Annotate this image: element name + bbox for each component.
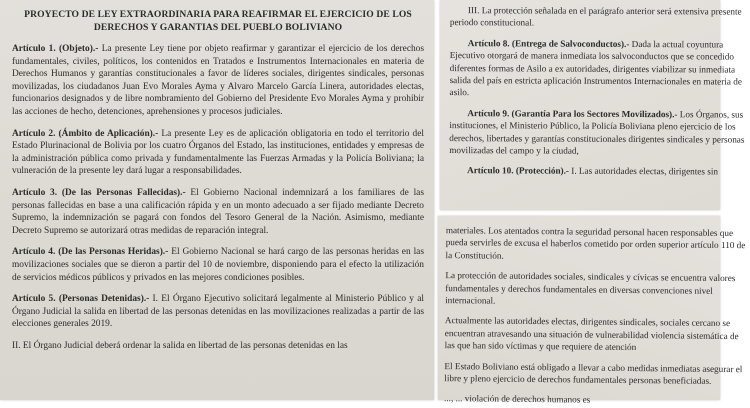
article-5-body: I. El Órgano Ejecutivo solicitará legalmente al Ministerio Público y al Órgano Judicial la salida en libertad de las personas detenidas en las movilizaciones realizadas a partir de las elecciones generales 2019. [12, 294, 424, 330]
article-10-body: I. Las autoridades electas, dirigentes sin [571, 166, 719, 177]
motive-paragraph-1: materiales. Los atentados contra la seguridad personal hacen responsables que pueda servirles de excusa el haberlos cometido por orden superior artículo 110 de la Constitución. [445, 225, 746, 261]
article-1-body: La presente Ley tiene por objeto reafirmar y garantizar el ejercicio de los derechos fundamentales, civiles, políticos, los contenidos en Tratados e Instrumentos Internacionales en materia de Derechos Humanos y garantías constitucionales a favor de líderes sociales, dirigentes sindicales, personas movilizadas, los ciudadanos Juan Evo Morales Ayma y Alvaro Marcelo García Linera, autoridades electas, funcionarios designados y de libre nombramiento del Gobierno del Presidente Evo Morales Ayma y prohibir las acciones de hecho, detenciones, aprehensiones y procesos judiciales. [12, 44, 425, 117]
bottom-right-document-page [438, 216, 746, 406]
article-9-body: Los Órganos, sus instituciones, el Ministerio Público, la Policía Boliviana pleno ejercicio de los derechos, libertades y garantías constitucionales dirigentes sindicales y personas movilizadas del campo y la ciudad, [449, 109, 745, 156]
article-9-heading: Artículo 9. (Garantía Para los Sectores Movilizados).- [467, 107, 678, 120]
motive-paragraph-5: ..., ... violación de derechos humanos es [444, 393, 591, 406]
article-9 [449, 107, 749, 158]
article-2-body: La presente Ley es de aplicación obligatoria en todo el territorio del Estado Plurinacional de Bolivia por los cuatro Órganos del Estado, las instituciones, entidades y empresas de la administración pública como privada y fundamentalmente las Fuerzas Armadas y la Policía Boliviana; la vulneración de la presente ley dará lugar a responsabilidades. [12, 128, 425, 177]
article-5-heading: Artículo 5. (Personas Detenidas).- [12, 294, 150, 305]
article-5-paragraph-ii: II. El Órgano Judicial deberá ordenar la salida en libertad de las personas detenidas en las [12, 340, 348, 351]
article-4-body: El Gobierno Nacional se hará cargo de las personas heridas en las movilizaciones sociales que se dieron a partir del 10 de noviembre, disponiendo para el efecto la utilización de servicios médicos públicos y privados en las mejores condiciones posibles. [12, 247, 424, 283]
bottom-right-page-content [436, 216, 746, 406]
article-4 [12, 246, 424, 284]
article-3-heading: Artículo 3. (De las Personas Fallecidas).- [12, 187, 186, 198]
article-1-heading: Artículo 1. (Objeto).- [12, 44, 99, 54]
motive-paragraph-3: Actualmente las autoridades electas, dirigentes sindicales, sociales cercano se encuentran atravesando una situación de vulnerabilidad violencia sistemática de las que han sido víctimas y que requiere de atención [444, 315, 739, 353]
article-10 [449, 165, 749, 179]
article-8 [449, 37, 749, 101]
article-1 [12, 43, 424, 119]
article-5 [12, 293, 424, 331]
top-right-page-content [439, 0, 750, 212]
article-3 [12, 187, 424, 237]
motive-paragraph-4: El Estado Boliviano está obligado a llevar a cabo medidas inmediatas asegurar el libre y pleno ejercicio de derechos fundamentales personas beneficiadas. [444, 360, 743, 386]
top-right-document-page [440, 0, 745, 210]
document-title: PROYECTO DE LEY EXTRAORDINARIA PARA REAFIRMAR EL EJERCICIO DE LOS DERECHOS Y GARANTIAS DEL PUEBLO BOLIVIANO [24, 9, 412, 33]
article-8-heading: Artículo 8. (Entrega de Salvoconductos).- [467, 37, 630, 49]
paragraph-iii-body: III. La protección señalada en el parágrafo anterior será extensiva presente periodo constitucional. [449, 5, 742, 28]
article-2 [12, 128, 424, 178]
article-10-heading: Artículo 10. (Protección).- [467, 165, 570, 177]
article-4-heading: Artículo 4. (De las Personas Heridas).- [12, 247, 169, 258]
paragraph-iii [450, 4, 750, 30]
article-8-body: Dada la actual coyuntura Ejecutivo otorgará de manera inmediata los salvoconductos que se concedido diferentes formas de Asilo a ex autoridades, dirigentes viabilizar su inmediata salida del país en estricta aplicación Instrumentos Internacionales en materia de asilo. [449, 38, 742, 98]
article-3-body: El Gobierno Nacional indemnizará a los familiares de las personas fallecidas en base a una calificación rápida y en un monto adecuado a ser fijado mediante Decreto Supremo, la indemnización se pagará con fondos del Tesoro General de la Nación. Asimismo, mediante Decreto Supremo se autorizará otras medidas de reparación integral. [12, 187, 424, 236]
motive-paragraph-2: La protección de autoridades sociales, sindicales y cívicas se encuentra valores fundamentales y derechos fundamentales en diversas convenciones nivel internacional. [445, 270, 736, 306]
article-2-heading: Artículo 2. (Ámbito de Aplicación).- [12, 128, 159, 139]
